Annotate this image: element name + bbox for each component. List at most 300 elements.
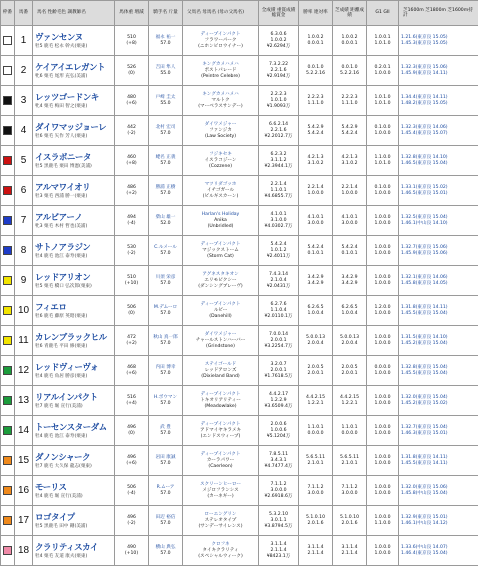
jockey-cell: [149, 176, 183, 206]
dam-name: エリモピクシー: [204, 277, 237, 283]
record-cell: [259, 536, 299, 566]
condition-record: 5.4.2.4: [341, 130, 358, 136]
sire-name: ディープインパクト: [200, 391, 241, 397]
track-record-cell: [333, 356, 367, 386]
horse-name-link[interactable]: クラリティスカイ: [35, 541, 98, 552]
graded-record: 1.0.0.2: [270, 37, 287, 43]
weight-change: (0): [128, 70, 135, 76]
turf-record-cell: [299, 536, 333, 566]
g1-record: 1.1.0.0: [374, 154, 391, 160]
jockey-cell: [149, 116, 183, 146]
best-time-cell: [399, 386, 478, 416]
header-distance: 芝成績 距離成績: [333, 1, 367, 26]
damsire-name: (Danehill): [209, 313, 232, 319]
body-weight: 506: [127, 304, 136, 310]
weight-change: (+10): [124, 280, 139, 286]
horse-name-link[interactable]: ダノンシャーク: [35, 451, 91, 462]
total-prize: ¥2.0110.1万: [264, 313, 293, 319]
horse-cell: [33, 386, 115, 416]
g2-record: 1.0.0.0: [374, 280, 391, 286]
jockey-name-link[interactable]: H.ボウマン: [153, 394, 178, 400]
horse-name-link[interactable]: アルマワイオリ: [35, 181, 91, 192]
turf-record: 2.0.0.5: [307, 364, 324, 370]
horse-number: 17: [15, 506, 33, 536]
turf-record: 6.2.6.5: [307, 304, 324, 310]
carried-weight: 57.0: [160, 550, 171, 556]
horse-name-link[interactable]: トーセンスターダム: [35, 421, 107, 432]
turf-record-cell: [299, 356, 333, 386]
weight-cell: [115, 26, 149, 56]
distance-record: 2.0.0.4: [307, 340, 324, 346]
weight-change: (-2): [127, 130, 136, 136]
waku-color-swatch: [3, 336, 12, 345]
track-record: 2.0.0.5: [341, 364, 358, 370]
record-cell: [259, 236, 299, 266]
waku-cell: [1, 356, 15, 386]
carried-weight: 52.0: [160, 220, 171, 226]
track-record-cell: [333, 116, 367, 146]
track-record: 1.0.0.2: [341, 34, 358, 40]
horse-sex-trainer: 牡4 鹿毛 堀 宣行(美浦): [35, 493, 83, 499]
waku-cell: [1, 86, 15, 116]
weight-cell: [115, 206, 149, 236]
condition-record: 1.2.2.1: [341, 400, 358, 406]
total-prize: ¥3.8794.5万: [264, 523, 293, 529]
grade-cell: [367, 266, 399, 296]
turf-record-cell: [299, 116, 333, 146]
horse-sex-trainer: 牡4 鹿毛 池江 泰寿(栗東): [35, 253, 88, 259]
horse-sex-trainer: 牡5 黒鹿毛 田中 剛(美浦): [35, 523, 88, 529]
grade-cell: [367, 116, 399, 146]
graded-record: 2.1.0.4: [270, 277, 287, 283]
turf-record-cell: [299, 506, 333, 536]
distance-record: 1.1.1.0: [307, 100, 324, 106]
condition-record: 3.4.2.9: [341, 280, 358, 286]
record-cell: [259, 146, 299, 176]
jockey-cell: [149, 86, 183, 116]
total-prize: ¥2.6294万: [266, 43, 291, 49]
distance-record: 1.0.0.0: [307, 190, 324, 196]
grade-cell: [367, 206, 399, 236]
track-record: 5.4.2.4: [341, 244, 358, 250]
jockey-name-link[interactable]: 内田 博幸: [155, 364, 176, 370]
weight-change: (0): [128, 430, 135, 436]
dam-name: カーラパワー: [206, 457, 235, 463]
horse-sex-trainer: 牡5 鹿毛 松永 幹夫(栗東): [35, 43, 88, 49]
condition-record: 2.0.0.1: [341, 370, 358, 376]
turf-record-cell: [299, 266, 333, 296]
track-record-cell: [333, 476, 367, 506]
jockey-name-link[interactable]: M.デムーロ: [153, 304, 178, 310]
distance-record: 2.1.0.1: [307, 460, 324, 466]
grade-cell: [367, 536, 399, 566]
total-prize: ¥1.7618.5万: [264, 373, 293, 379]
horse-cell: [33, 446, 115, 476]
horse-cell: [33, 56, 115, 86]
best-time-1600: 1.31.8(東京良 14.11): [401, 454, 448, 460]
horse-number: 18: [15, 536, 33, 566]
record-cell: [259, 116, 299, 146]
header-jockey: 騎手名 斤量: [149, 1, 183, 26]
jockey-name-link[interactable]: 武 豊: [160, 424, 171, 430]
waku-cell: [1, 56, 15, 86]
jockey-name-link[interactable]: 戸崎 圭太: [155, 94, 176, 100]
carried-weight: 55.0: [160, 70, 171, 76]
best-time-1800: 1.46.5(東京良 15.01): [401, 190, 448, 196]
header-horse: 馬名 性齢毛色 調教師名: [33, 1, 115, 26]
horse-cell: [33, 416, 115, 446]
best-time-cell: [399, 266, 478, 296]
horse-number: 3: [15, 86, 33, 116]
record-cell: [259, 296, 299, 326]
weight-change: (0): [128, 310, 135, 316]
g2-record: 1.0.1.0: [374, 100, 391, 106]
waku-color-swatch: [3, 126, 12, 135]
record-cell: [259, 356, 299, 386]
total-prize: ¥4.0302.7万: [264, 223, 293, 229]
table-row: [1, 296, 478, 326]
dam-name: アドマイヤキラメキ: [199, 427, 242, 433]
pedigree-cell: [183, 416, 259, 446]
track-record-cell: [333, 506, 367, 536]
horse-sex-trainer: 牡5 黒鹿毛 栗田 博憲(美浦): [35, 163, 92, 169]
track-record-cell: [333, 386, 367, 416]
g1-record: 1.2.0.0: [374, 304, 391, 310]
table-body: [1, 26, 478, 566]
jockey-cell: [149, 26, 183, 56]
horse-sex-trainer: 牡6 栗毛 矢作 芳人(栗東): [35, 133, 88, 139]
best-time-1600: 1.31.5(東京良 14.10): [401, 334, 448, 340]
turf-record: 5.0.0.13: [306, 334, 325, 340]
horse-cell: [33, 266, 115, 296]
best-time-1600: 1.32.7(東京良 15.06): [401, 244, 448, 250]
track-record-cell: [333, 446, 367, 476]
jockey-cell: [149, 206, 183, 236]
graded-record: 1.1.0.1: [270, 187, 287, 193]
dam-name: イチゴガール: [206, 187, 235, 193]
g2-record: 1.0.1.0: [374, 40, 391, 46]
waku-cell: [1, 206, 15, 236]
record-cell: [259, 446, 299, 476]
damsire-name: (Grindstone): [206, 343, 235, 349]
weight-cell: [115, 116, 149, 146]
damsire-name: (Storm Cat): [207, 253, 234, 259]
g1-record: 0.0.0.0: [374, 364, 391, 370]
dam-name: Anika: [214, 217, 227, 223]
horse-sex-trainer: 牡6 鹿毛 藤原 英昭(栗東): [35, 313, 88, 319]
jockey-name-link[interactable]: 吉田 隼人: [155, 64, 176, 70]
g2-record: 1.0.0.0: [374, 490, 391, 496]
overall-record: 2.2.1.4: [270, 181, 287, 187]
damsire-name: (Meadowlake): [204, 403, 237, 409]
weight-cell: [115, 296, 149, 326]
turf-record-cell: [299, 56, 333, 86]
weight-cell: [115, 146, 149, 176]
waku-cell: [1, 326, 15, 356]
jockey-cell: [149, 386, 183, 416]
header-best: 芝1600m 芝1800m 芝1600m持計: [399, 1, 478, 26]
horse-name-link[interactable]: アルビアーノ: [35, 211, 83, 222]
overall-record: 7.8.5.11: [269, 451, 288, 457]
horse-name-link[interactable]: ロゴタイプ: [35, 511, 75, 522]
jockey-name-link[interactable]: 横山 典弘: [155, 544, 176, 550]
overall-record: 6.3.0.6: [270, 31, 287, 37]
jockey-cell: [149, 146, 183, 176]
turf-record: 5.4.2.9: [307, 124, 324, 130]
sire-name: キングカメハメハ: [202, 61, 239, 67]
overall-record: 7.0.0.14: [269, 331, 288, 337]
g2-record: 1.0.0.0: [374, 460, 391, 466]
best-time-1800: 1.45.3(東京良 15.05): [401, 40, 448, 46]
grade-cell: [367, 236, 399, 266]
best-time-cell: [399, 506, 478, 536]
header-g1: G1 GII: [367, 1, 399, 26]
body-weight: 510: [127, 274, 136, 280]
table-row: [1, 56, 478, 86]
sire-name: ディープインパクト: [200, 421, 241, 427]
best-time-1600: 1.32.8(東京良 14.10): [401, 154, 448, 160]
jockey-name-link[interactable]: 岩田 康誠: [155, 454, 176, 460]
condition-record: 0.0.0.0: [341, 430, 358, 436]
distance-record: 5.2.2.16: [306, 70, 325, 76]
turf-record: 1.0.0.2: [307, 34, 324, 40]
pedigree-cell: [183, 116, 259, 146]
horse-name-link[interactable]: モーリス: [35, 481, 67, 492]
jockey-cell: [149, 356, 183, 386]
track-record-cell: [333, 266, 367, 296]
distance-record: 3.1.0.2: [307, 160, 324, 166]
horse-name-link[interactable]: リアルインパクト: [35, 391, 98, 402]
horse-name-link[interactable]: ヴァンセンヌ: [35, 31, 83, 42]
horse-cell: [33, 356, 115, 386]
header-rate: 勝率 連対率: [299, 1, 333, 26]
best-time-1800: 1.45.4(東京良 15.07): [401, 130, 448, 136]
dam-name: ファンジカ: [209, 127, 232, 133]
jockey-name-link[interactable]: 川須 栄彦: [155, 274, 176, 280]
weight-cell: [115, 536, 149, 566]
horse-cell: [33, 86, 115, 116]
track-record: 5.6.5.11: [340, 454, 359, 460]
horse-name-link[interactable]: フィエロ: [35, 301, 67, 312]
table-header: [1, 1, 478, 26]
horse-sex-trainer: 牡5 栗毛 橋口 弘次郎(栗東): [35, 283, 92, 289]
jockey-cell: [149, 56, 183, 86]
graded-record: 3.1.1.2: [270, 157, 287, 163]
g2-record: 1.0.0.0: [374, 400, 391, 406]
waku-cell: [1, 296, 15, 326]
track-record-cell: [333, 206, 367, 236]
body-weight: 506: [127, 484, 136, 490]
horse-cell: [33, 296, 115, 326]
turf-record: 5.6.5.11: [306, 454, 325, 460]
overall-record: 6.2.7.6: [270, 301, 287, 307]
record-cell: [259, 56, 299, 86]
damsire-name: (スペシャルウィーク): [198, 553, 243, 559]
horse-name-link[interactable]: ケイアイエレガント: [35, 61, 106, 72]
waku-color-swatch: [3, 216, 12, 225]
track-record: 4.2.1.3: [341, 154, 358, 160]
jockey-name-link[interactable]: 北村 宏司: [155, 124, 176, 130]
horse-name-link[interactable]: レッドアリオン: [35, 271, 91, 282]
dam-name: マルトク: [211, 97, 230, 103]
total-prize: ¥1.9093万: [266, 103, 291, 109]
pedigree-cell: [183, 146, 259, 176]
table-row: [1, 326, 478, 356]
dam-name: フラワーパーク: [204, 37, 237, 43]
carried-weight: 57.0: [160, 310, 171, 316]
damsire-name: (マーベラスサンデー): [198, 103, 243, 109]
g1-record: 1.0.0.0: [374, 544, 391, 550]
sire-name: ローエングリン: [204, 511, 237, 517]
g2-record: 1.0.0.0: [374, 430, 391, 436]
jockey-name-link[interactable]: 勝浦 正樹: [155, 184, 176, 190]
best-time-cell: [399, 86, 478, 116]
best-time-cell: [399, 446, 478, 476]
pedigree-cell: [183, 26, 259, 56]
best-time-1800: 1.45.5(東京良 15.04): [401, 370, 448, 376]
body-weight: 496: [127, 514, 136, 520]
jockey-name-link[interactable]: 秋山 真一郎: [153, 334, 178, 340]
jockey-name-link[interactable]: R.ムーア: [156, 484, 175, 490]
waku-color-swatch: [3, 456, 12, 465]
best-time-cell: [399, 536, 478, 566]
jockey-name-link[interactable]: 田辺 裕信: [155, 514, 176, 520]
jockey-name-link[interactable]: 蛯名 正義: [155, 154, 176, 160]
sire-name: キングカメハメハ: [202, 91, 239, 97]
horse-name-link[interactable]: レッドヴィーヴォ: [35, 361, 99, 372]
pedigree-cell: [183, 236, 259, 266]
graded-record: 2.0.0.1: [270, 367, 287, 373]
total-prize: ¥2.3944.1万: [264, 163, 293, 169]
body-weight: 468: [127, 364, 136, 370]
horse-number: 11: [15, 326, 33, 356]
carried-weight: 57.0: [160, 190, 171, 196]
jockey-cell: [149, 506, 183, 536]
best-time-1600: 1.31.8(東京良 14.11): [401, 304, 448, 310]
waku-color-swatch: [3, 426, 12, 435]
grade-cell: [367, 26, 399, 56]
carried-weight: 57.0: [160, 490, 171, 496]
turf-record-cell: [299, 386, 333, 416]
sire-name: アグネスタキオン: [202, 271, 239, 277]
best-time-1600: 1.32.3(東京良 15.06): [401, 64, 448, 70]
condition-record: 1.0.0.0: [341, 190, 358, 196]
weight-cell: [115, 386, 149, 416]
waku-color-swatch: [3, 396, 12, 405]
jockey-cell: [149, 326, 183, 356]
track-record-cell: [333, 236, 367, 266]
weight-cell: [115, 446, 149, 476]
weight-change: (+2): [126, 340, 137, 346]
turf-record: 2.2.2.3: [307, 94, 324, 100]
track-record: 7.1.1.2: [341, 484, 358, 490]
horse-sex-trainer: 牡4 栗毛 友道 康夫(栗東): [35, 553, 88, 559]
sire-name: ディープインパクト: [200, 241, 241, 247]
horse-name-link[interactable]: ダイワマッジョーレ: [35, 121, 107, 132]
grade-cell: [367, 86, 399, 116]
waku-color-swatch: [3, 276, 12, 285]
horse-number: 9: [15, 266, 33, 296]
turf-record-cell: [299, 206, 333, 236]
overall-record: 4.1.0.1: [270, 211, 287, 217]
turf-record: 3.1.1.4: [307, 544, 324, 550]
waku-color-swatch: [3, 366, 12, 375]
weight-cell: [115, 506, 149, 536]
body-weight: 472: [127, 334, 136, 340]
condition-record: 2.1.0.1: [341, 460, 358, 466]
pedigree-cell: [183, 326, 259, 356]
weight-cell: [115, 476, 149, 506]
pedigree-cell: [183, 176, 259, 206]
g1-record: 1.0.1.0: [374, 94, 391, 100]
waku-cell: [1, 386, 15, 416]
total-prize: ¥2.2012.7万: [264, 133, 293, 139]
best-time-1800: 1.45.9(東京良 14.11): [401, 70, 448, 76]
body-weight: 494: [127, 214, 136, 220]
carried-weight: 57.0: [160, 340, 171, 346]
grade-cell: [367, 356, 399, 386]
g2-record: 1.0.0.0: [374, 340, 391, 346]
grade-cell: [367, 476, 399, 506]
horse-name-link[interactable]: イスラボニータ: [35, 151, 91, 162]
sire-name: ステイゴールド: [204, 361, 237, 367]
damsire-name: (サンデーサイレンス): [198, 523, 243, 529]
grade-cell: [367, 416, 399, 446]
graded-record: 1.0.1.0: [270, 97, 287, 103]
horse-name-link[interactable]: カレンブラックヒル: [35, 331, 107, 342]
horse-name-link[interactable]: レッツゴードンキ: [35, 91, 99, 102]
waku-color-swatch: [3, 306, 12, 315]
jockey-cell: [149, 236, 183, 266]
sire-name: スクリーンヒーロー: [199, 481, 242, 487]
pedigree-cell: [183, 86, 259, 116]
best-time-1800: 1.45.5(東京良 15.04): [401, 310, 448, 316]
jockey-name-link[interactable]: C.ルメール: [154, 244, 177, 250]
table-row: [1, 476, 478, 506]
waku-color-swatch: [3, 36, 12, 45]
graded-record: 3.0.1.1: [270, 517, 287, 523]
dam-name: ステレオタイプ: [204, 517, 237, 523]
sire-name: ダイワメジャー: [204, 331, 237, 337]
horse-cell: [33, 506, 115, 536]
carried-weight: 57.0: [160, 520, 171, 526]
horse-number: 8: [15, 236, 33, 266]
weight-cell: [115, 266, 149, 296]
jockey-cell: [149, 536, 183, 566]
graded-record: 3.4.3.1: [270, 457, 287, 463]
track-record: 5.1.0.10: [340, 514, 359, 520]
waku-cell: [1, 446, 15, 476]
overall-record: 3.2.0.7: [270, 361, 287, 367]
graded-record: 1.0.1.2: [270, 247, 287, 253]
turf-record-cell: [299, 146, 333, 176]
jockey-name-link[interactable]: 柴山 雄一: [155, 214, 176, 220]
horse-name-link[interactable]: サトノアラジン: [35, 241, 91, 252]
distance-record: 0.1.0.1: [307, 250, 324, 256]
jockey-name-link[interactable]: 福永 祐一: [155, 34, 176, 40]
horse-cell: [33, 536, 115, 566]
condition-record: 2.0.0.4: [341, 340, 358, 346]
horse-number: 15: [15, 446, 33, 476]
pedigree-cell: [183, 296, 259, 326]
g1-record: 1.0.0.0: [374, 334, 391, 340]
body-weight: 526: [127, 64, 136, 70]
condition-record: 0.0.0.1: [341, 40, 358, 46]
record-cell: [259, 476, 299, 506]
track-record-cell: [333, 26, 367, 56]
turf-record: 4.4.2.15: [306, 394, 325, 400]
record-cell: [259, 176, 299, 206]
